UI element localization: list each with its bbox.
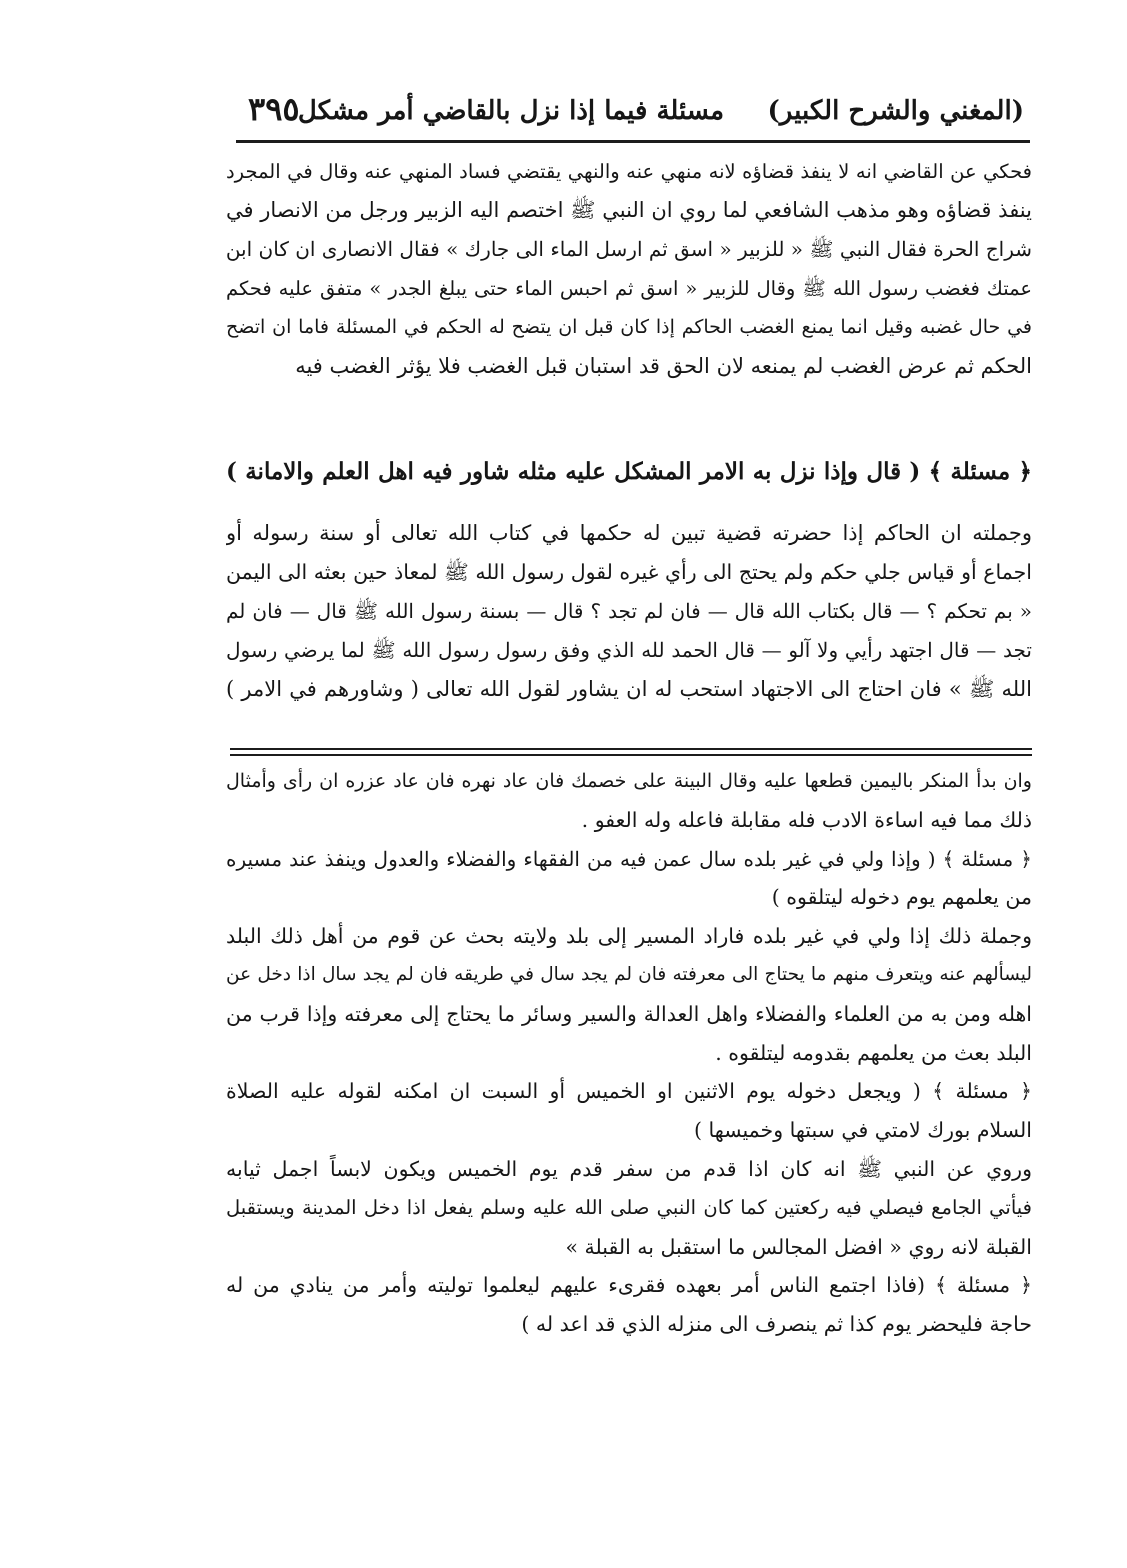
middle-paragraph xyxy=(226,514,1032,709)
text-line: ذلك مما فيه اساءة الادب فله مقابلة فاعله وله العفو . xyxy=(581,807,1032,832)
page-number: ٣٩٥ xyxy=(248,90,300,128)
section-title: مسئلة فيما إذا نزل بالقاضي أمر مشكل xyxy=(297,96,724,126)
text-line: ينفذ قضاؤه وهو مذهب الشافعي لما روي ان النبي ﷺ اختصم اليه الزبير ورجل من الانصار في xyxy=(226,198,1032,222)
text-line: من يعلمهم يوم دخوله ليتلقوه ) xyxy=(771,885,1032,910)
text-line: شراج الحرة فقال النبي ﷺ « للزبير « اسق ثم ارسل الماء الى جارك » فقال الانصارى ان كان ابن xyxy=(226,237,1032,261)
text-line: الله ﷺ » فان احتاج الى الاجتهاد استحب له ان يشاور لقول الله تعالى ( وشاورهم في الامر ) xyxy=(226,677,1032,701)
text-line: اجماع أو قياس جلي حكم ولم يحتج الى رأي غيره لقول رسول الله ﷺ لمعاذ حين بعثه الى اليمن xyxy=(226,560,1032,584)
text-line: ﴿ مسئلة ﴾ ( ويجعل دخوله يوم الاثنين او الخميس أو السبت ان امكنه لقوله عليه الصلاة xyxy=(226,1079,1032,1104)
running-header xyxy=(240,88,1024,140)
text-line: وجملته ان الحاكم إذا حضرته قضية تبين له حكمها في كتاب الله تعالى أو سنة رسوله أو xyxy=(226,521,1032,545)
text-line: عمتك فغضب رسول الله ﷺ وقال للزبير « اسق ثم احبس الماء حتى يبلغ الجدر » متفق عليه فحكم xyxy=(226,277,1032,300)
text-line: فحكي عن القاضي انه لا ينفذ قضاؤه لانه منهي عنه والنهي يقتضي فساد المنهي عنه وقال في المجرد xyxy=(226,160,1032,183)
text-line: فيأتي الجامع فيصلي فيه ركعتين كما كان النبي صلى الله عليه وسلم يفعل اذا دخل المدينة ويستقبل xyxy=(226,1195,1032,1219)
text-line: تجد — قال اجتهد رأيي ولا آلو — قال الحمد لله الذي وفق رسول رسول الله ﷺ لما يرضي رسول xyxy=(226,638,1032,662)
section-divider xyxy=(230,748,1032,756)
text-line: وجملة ذلك إذا ولي في غير بلده فاراد المسير إلى بلد ولايته بحث عن قوم من أهل ذلك البلد xyxy=(226,924,1032,949)
text-line: السلام بورك لامتي في سبتها وخميسها ) xyxy=(693,1118,1032,1143)
text-line: ﴿ مسئلة ﴾ (فاذا اجتمع الناس أمر بعهده فقرىء عليهم ليعلموا توليته وأمر من ينادي من له xyxy=(226,1273,1032,1298)
text-line: ليسألهم عنه ويتعرف منهم ما يحتاج الى معرفته فان لم يجد سال في طريقه فان لم يجد سال اذا دخل عن xyxy=(226,963,1032,985)
text-line: ﴿ مسئلة ﴾ ( وإذا ولي في غير بلده سال عمن فيه من الفقهاء والفضلاء والعدول وينفذ عند مسيره xyxy=(226,846,1032,871)
text-line: وان بدأ المنكر باليمين قطعها عليه وقال البينة على خصمك فان عاد نهره فان عاد عزره ان رأى وأمثال xyxy=(226,770,1032,792)
text-line: « بم تحكم ؟ — قال بكتاب الله قال — فان لم تجد ؟ قال — بسنة رسول الله ﷺ قال — فان لم xyxy=(226,599,1032,623)
text-line: وروي عن النبي ﷺ انه كان اذا قدم من سفر قدم يوم الخميس ويكون لابساً اجمل ثيابه xyxy=(226,1156,1032,1181)
book-title: (المغني والشرح الكبير) xyxy=(767,96,1024,126)
text-line: القبلة لانه روي « افضل المجالس ما استقبل به القبلة » xyxy=(565,1234,1032,1259)
top-paragraph xyxy=(226,152,1032,386)
text-line: حاجة فليحضر يوم كذا ثم ينصرف الى منزله الذي قد اعد له ) xyxy=(521,1312,1032,1337)
text-line: الحكم ثم عرض الغضب لم يمنعه لان الحق قد استبان قبل الغضب فلا يؤثر الغضب فيه xyxy=(295,354,1032,378)
text-line: البلد بعث من يعلمهم بقدومه ليتلقوه . xyxy=(715,1040,1032,1065)
text-line: اهله ومن به من العلماء والفضلاء واهل العدالة والسير وسائر ما يحتاج إلى معرفته وإذا قرب من xyxy=(226,1001,1032,1026)
commentary-section xyxy=(226,762,1032,1344)
masala-heading-block xyxy=(226,448,1032,496)
text-line: في حال غضبه وقيل انما يمنع الغضب الحاكم إذا كان قبل ان يتضح له الحكم في المسئلة فاما ان اتضح xyxy=(226,316,1032,338)
header-rule xyxy=(236,140,1030,143)
masala-heading: ﴿ مسئلة ﴾ ( قال وإذا نزل به الامر المشكل عليه مثله شاور فيه اهل العلم والامانة ) xyxy=(226,458,1032,485)
